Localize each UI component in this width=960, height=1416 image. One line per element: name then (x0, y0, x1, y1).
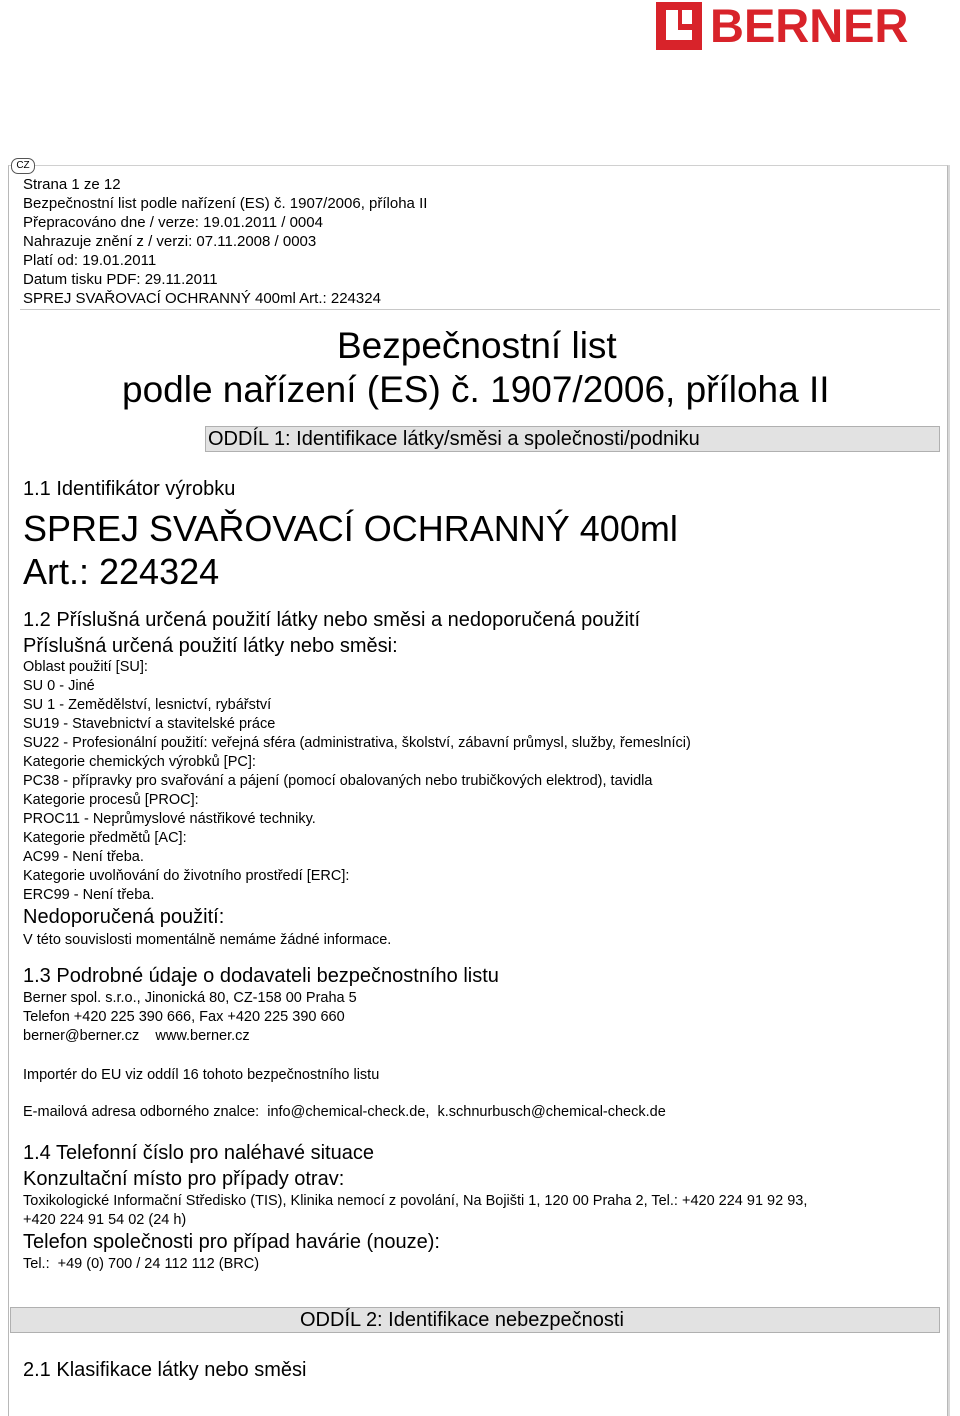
use-line: PROC11 - Neprůmyslové nástřikové techniky. (23, 811, 316, 827)
country-badge: CZ (11, 158, 35, 174)
use-line: Oblast použití [SU]: (23, 659, 148, 675)
berner-logo (656, 2, 958, 52)
s1-2-subheading: Příslušná určená použití látky nebo směsi: (23, 635, 398, 657)
section2-bar (10, 1307, 940, 1333)
company-emergency-tel: Tel.: +49 (0) 700 / 24 112 112 (BRC) (23, 1256, 260, 1272)
product-name: SPREJ SVAŘOVACÍ OCHRANNÝ 400ml (23, 508, 678, 549)
use-line: Kategorie procesů [PROC]: (23, 792, 199, 808)
s1-1-heading: 1.1 Identifikátor výrobku (23, 478, 236, 500)
use-line: SU 1 - Zemědělství, lesnictví, rybářství (23, 697, 272, 713)
doc-title-line1: Bezpečnostní list (337, 325, 617, 366)
not-recommended-text: V této souvislosti momentálně nemáme žádné informace. (23, 932, 392, 948)
s1-4-heading: 1.4 Telefonní číslo pro naléhavé situace (23, 1142, 374, 1164)
berner-logo-wordmark: BERNER (710, 0, 909, 52)
header-revision: Přepracováno dne / verze: 19.01.2011 / 0004 (23, 214, 323, 231)
header-regulation: Bezpečnostní list podle nařízení (ES) č. 1907/2006, příloha II (23, 195, 428, 212)
section2-title: ODDÍL 2: Identifikace nebezpečnosti (300, 1309, 624, 1331)
header-divider (20, 309, 940, 310)
use-line: Kategorie uvolňování do životního prostředí [ERC]: (23, 868, 350, 884)
s1-3-heading: 1.3 Podrobné údaje o dodavateli bezpečnostního listu (23, 965, 499, 987)
s1-2-heading: 1.2 Příslušná určená použití látky nebo směsi a nedoporučená použití (23, 609, 641, 631)
use-line: ERC99 - Není třeba. (23, 887, 155, 903)
header-page-number: Strana 1 ze 12 (23, 176, 121, 193)
importer-note: Importér do EU viz oddíl 16 tohoto bezpečnostního listu (23, 1067, 380, 1083)
use-line: Kategorie předmětů [AC]: (23, 830, 187, 846)
poison-heading: Konzultační místo pro případy otrav: (23, 1168, 345, 1190)
doc-title-line2: podle nařízení (ES) č. 1907/2006, příloha II (122, 369, 830, 410)
header-valid-from: Platí od: 19.01.2011 (23, 252, 157, 269)
not-recommended-heading: Nedoporučená použití: (23, 906, 225, 928)
header-product: SPREJ SVAŘOVACÍ OCHRANNÝ 400ml Art.: 224324 (23, 290, 381, 307)
poison-line: +420 224 91 54 02 (24 h) (23, 1212, 187, 1228)
section1-title: ODDÍL 1: Identifikace látky/směsi a společnosti/podniku (208, 428, 700, 450)
use-line: SU22 - Profesionální použití: veřejná sféra (administrativa, školství, zábavní průmysl, služby, řemeslníci) (23, 735, 691, 751)
header-print-date: Datum tisku PDF: 29.11.2011 (23, 271, 218, 288)
use-line: AC99 - Není třeba. (23, 849, 144, 865)
header-replaces: Nahrazuje znění z / verzi: 07.11.2008 / 0003 (23, 233, 317, 250)
poison-line: Toxikologické Informační Středisko (TIS), Klinika nemocí z povolání, Na Bojišti 1, 120 00 Praha 2, Tel.: +420 224 91 92 93, (23, 1193, 808, 1209)
section1-bar (205, 426, 940, 452)
s2-1-heading: 2.1 Klasifikace látky nebo směsi (23, 1359, 307, 1381)
use-line: SU19 - Stavebnictví a stavitelské práce (23, 716, 276, 732)
berner-logo-mark-icon (656, 2, 702, 50)
product-article: Art.: 224324 (23, 551, 220, 592)
supplier-phone: Telefon +420 225 390 666, Fax +420 225 390 660 (23, 1009, 345, 1025)
company-emergency-heading: Telefon společnosti pro případ havárie (nouze): (23, 1231, 440, 1253)
supplier-web: berner@berner.cz www.berner.cz (23, 1028, 250, 1044)
expert-email: E-mailová adresa odborného znalce: info@chemical-check.de, k.schnurbusch@chemical-check.de (23, 1104, 666, 1120)
use-line: Kategorie chemických výrobků [PC]: (23, 754, 256, 770)
use-line: SU 0 - Jiné (23, 678, 95, 694)
use-line: PC38 - přípravky pro svařování a pájení (pomocí obalovaných nebo trubičkových elektrod), tavidla (23, 773, 653, 789)
supplier-company: Berner spol. s.r.o., Jinonická 80, CZ-158 00 Praha 5 (23, 990, 357, 1006)
